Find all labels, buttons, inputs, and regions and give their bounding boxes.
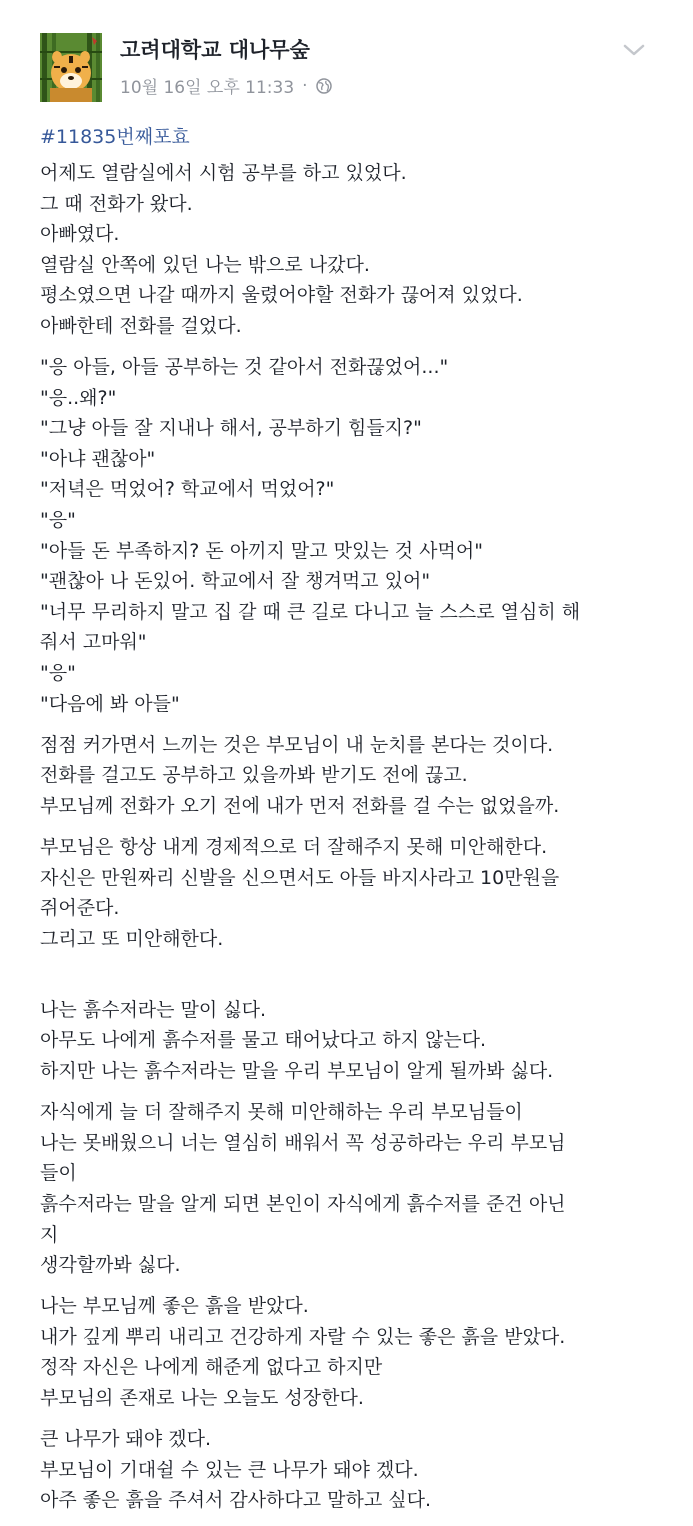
- post-content: [40, 120, 680, 1526]
- text-line: "다음에 봐 아들": [40, 692, 180, 715]
- hashtag-link[interactable]: #11835번째포효: [40, 126, 190, 148]
- chevron-down-icon[interactable]: [622, 42, 646, 58]
- text-line: 부모님의 존재로 나는 오늘도 성장한다.: [40, 1386, 364, 1409]
- text-line: 정작 자신은 나에게 해준게 없다고 하지만: [40, 1356, 383, 1379]
- text-line: 들이: [40, 1162, 77, 1185]
- paragraph: [40, 1097, 680, 1281]
- tiger-mascot-icon: [40, 33, 102, 102]
- text-line: "괜찮아 나 돈있어. 학교에서 잘 챙겨먹고 있어": [40, 570, 431, 593]
- text-line: 나는 흙수저라는 말이 싫다.: [40, 998, 267, 1021]
- text-line: "응 아들, 아들 공부하는 것 같아서 전화끊었어...": [40, 356, 449, 379]
- text-line: 지: [40, 1223, 59, 1246]
- text-line: "아들 돈 부족하지? 돈 아끼지 말고 맛있는 것 사먹어": [40, 539, 483, 562]
- text-line: "아냐 괜찮아": [40, 447, 156, 470]
- post-timestamp[interactable]: 10월 16일 오후 11:33: [120, 78, 295, 98]
- text-line: 부모님은 항상 내게 경제적으로 더 잘해주지 못해 미안해한다.: [40, 835, 548, 858]
- text-line: 부모님이 기대쉴 수 있는 큰 나무가 돼야 겠다.: [40, 1458, 419, 1481]
- text-line: 자식에게 늘 더 잘해주지 못해 미안해하는 우리 부모님들이: [40, 1101, 523, 1124]
- post-header: [0, 0, 693, 110]
- text-line: 부모님께 전화가 오기 전에 내가 먼저 전화를 걸 수는 없었을까.: [40, 794, 560, 817]
- text-line: 전화를 걸고도 공부하고 있을까봐 받기도 전에 끊고.: [40, 764, 468, 787]
- text-line: 열람실 안쪽에 있던 나는 밖으로 나갔다.: [40, 253, 370, 276]
- text-line: "응": [40, 509, 76, 532]
- text-line: 자신은 만원짜리 신발을 신으면서도 아들 바지사라고 10만원을: [40, 866, 560, 889]
- text-line: 생각할까봐 싫다.: [40, 1254, 181, 1277]
- text-line: 그 때 전화가 왔다.: [40, 192, 193, 215]
- text-line: 어제도 열람실에서 시험 공부를 하고 있었다.: [40, 162, 407, 184]
- text-line: 하지만 나는 흙수저라는 말을 우리 부모님이 알게 될까봐 싫다.: [40, 1060, 554, 1083]
- page-avatar[interactable]: [40, 33, 102, 102]
- text-line: 쥐어준다.: [40, 897, 120, 920]
- text-line: 아주 좋은 흙을 주셔서 감사하다고 말하고 싶다.: [40, 1489, 432, 1512]
- text-line: 줘서 고마워": [40, 631, 147, 654]
- text-line: 나는 못배웠으니 너는 열심히 배워서 꼭 성공하라는 우리 부모님: [40, 1131, 566, 1154]
- text-line: 점점 커가면서 느끼는 것은 부모님이 내 눈치를 본다는 것이다.: [40, 733, 554, 756]
- paragraph: [40, 1424, 680, 1516]
- text-line: "응": [40, 662, 76, 684]
- text-line: 나는 부모님께 좋은 흙을 받았다.: [40, 1295, 309, 1318]
- text-line: 아빠였다.: [40, 223, 120, 246]
- page-name[interactable]: 고려대학교 대나무숲: [120, 38, 310, 62]
- text-line: "응..왜?": [40, 386, 117, 409]
- globe-icon[interactable]: [316, 78, 332, 94]
- post-meta: [120, 73, 332, 98]
- paragraph: [40, 995, 680, 1087]
- text-line: "너무 무리하지 말고 집 갈 때 큰 길로 다니고 늘 스스로 열심히 해: [40, 600, 581, 623]
- paragraph: [40, 352, 680, 719]
- paragraph: [40, 832, 680, 954]
- text-line: "그냥 아들 잘 지내나 해서, 공부하기 힘들지?": [40, 417, 422, 440]
- text-line: 그리고 또 미안해한다.: [40, 927, 224, 950]
- blank-line: [40, 965, 680, 995]
- text-line: 아빠한테 전화를 걸었다.: [40, 314, 242, 337]
- text-line: 내가 깊게 뿌리 내리고 건강하게 자랄 수 있는 좋은 흙을 받았다.: [40, 1325, 566, 1348]
- paragraph: [40, 1291, 680, 1413]
- paragraph: [40, 730, 680, 822]
- text-line: 아무도 나에게 흙수저를 물고 태어났다고 하지 않는다.: [40, 1029, 487, 1052]
- text-line: "저녁은 먹었어? 학교에서 먹었어?": [40, 478, 335, 501]
- text-line: 큰 나무가 돼야 겠다.: [40, 1428, 211, 1451]
- text-line: 흙수저라는 말을 알게 되면 본인이 자식에게 흙수저를 준건 아닌: [40, 1192, 566, 1215]
- paragraph: [40, 158, 680, 342]
- meta-separator: ·: [302, 75, 308, 96]
- text-line: 평소였으면 나갈 때까지 울렸어야할 전화가 끊어져 있었다.: [40, 284, 523, 307]
